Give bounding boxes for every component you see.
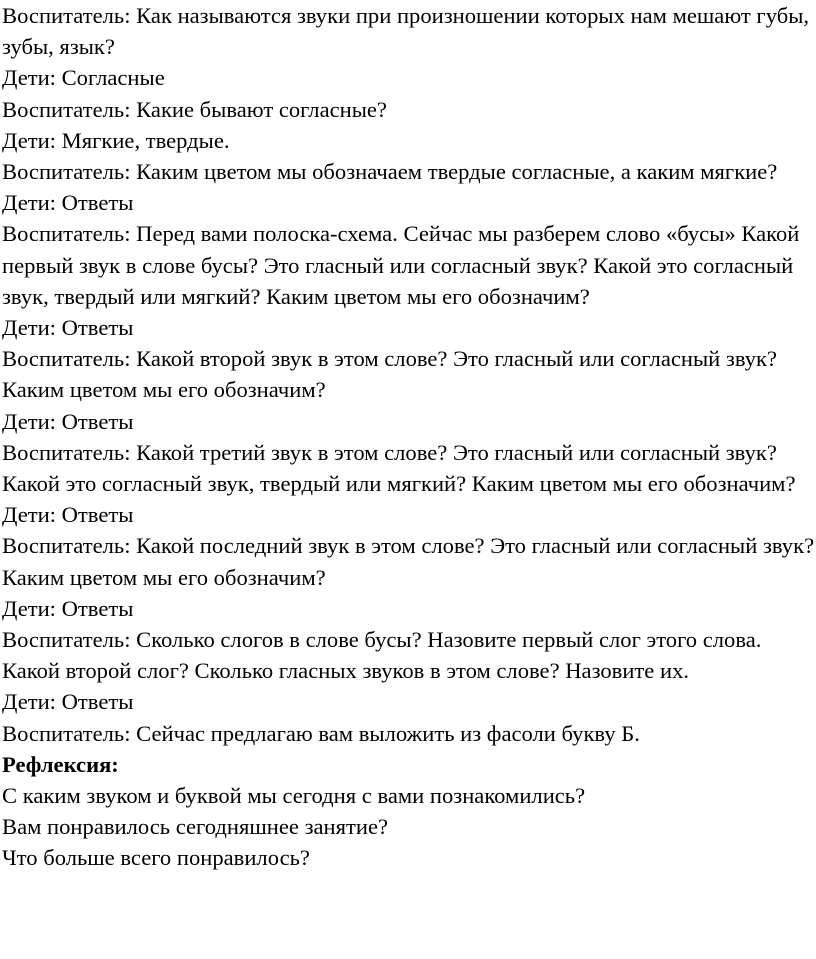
section-heading-reflection: Рефлексия:	[2, 751, 119, 777]
paragraph-teacher-question: Воспитатель: Какой последний звук в этом слове? Это гласный или согласный звук? Каким цветом мы его обозначим?	[2, 533, 815, 590]
paragraph-children-answer: Дети: Ответы	[2, 190, 134, 216]
paragraph-reflection-question: Что больше всего понравилось?	[2, 845, 310, 871]
paragraph-teacher-question: Воспитатель: Каким цветом мы обозначаем твердые согласные, а каким мягкие?	[2, 159, 778, 185]
paragraph-teacher-question: Воспитатель: Какие бывают согласные?	[2, 96, 387, 122]
paragraph-children-answer: Дети: Ответы	[2, 595, 134, 621]
paragraph-reflection-question: С каким звуком и буквой мы сегодня с вами познакомились?	[2, 783, 586, 809]
paragraph-teacher-question: Воспитатель: Сколько слогов в слове бусы? Назовите первый слог этого слова. Какой второй слог? Сколько гласных звуков в этом слове? Назовите их.	[2, 627, 762, 684]
paragraph-children-answer: Дети: Согласные	[2, 65, 165, 91]
paragraph-reflection-question: Вам понравилось сегодняшнее занятие?	[2, 814, 389, 840]
paragraph-children-answer: Дети: Ответы	[2, 689, 134, 715]
paragraph-children-answer: Дети: Ответы	[2, 315, 134, 341]
paragraph-children-answer: Дети: Ответы	[2, 408, 134, 434]
paragraph-teacher-question: Воспитатель: Какой третий звук в этом слове? Это гласный или согласный звук? Какой это согласный звук, твердый или мягкий? Каким цветом мы его обозначим?	[2, 439, 796, 497]
paragraph-teacher-question: Воспитатель: Какой второй звук в этом слове? Это гласный или согласный звук? Каким цветом мы его обозначим?	[2, 346, 778, 403]
paragraph-children-answer: Дети: Ответы	[2, 502, 134, 528]
paragraph-teacher-question: Воспитатель: Перед вами полоска-схема. Сейчас мы разберем слово «бусы» Какой первый звук в слове бусы? Это гласный или согласный звук? Какой это согласный звук, твердый или мягкий? Каким цветом мы его обозначим?	[2, 221, 800, 309]
paragraph-children-answer: Дети: Мягкие, твердые.	[2, 127, 230, 153]
paragraph-teacher-instruction: Воспитатель: Сейчас предлагаю вам выложить из фасоли букву Б.	[2, 720, 640, 746]
paragraph-teacher-question-consonants: Воспитатель: Как называются звуки при произношении которых нам мешают губы, зубы, язык?	[2, 3, 810, 60]
